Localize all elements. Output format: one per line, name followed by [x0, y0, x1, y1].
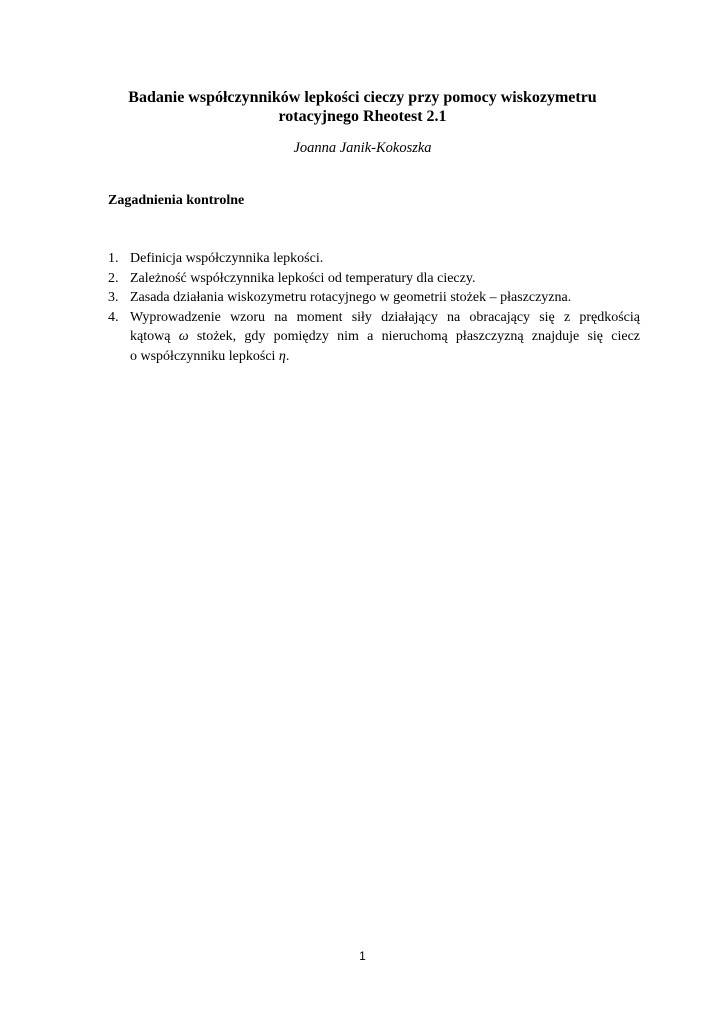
title-line-2: rotacyjnego Rheotest 2.1: [278, 108, 447, 125]
question-text: Zasada działania wiskozymetru rotacyjnego w geometrii stożek – płaszczyzna.: [130, 290, 572, 305]
question-text-line-1: Wyprowadzenie wzoru na moment siły działający na obracający się z prędkością: [130, 309, 640, 325]
question-text-fragment: stożek, gdy pomiędzy nim a nieruchomą płaszczyzną znajduje się ciecz: [196, 329, 641, 344]
omega-symbol: ω: [178, 329, 189, 344]
question-text-fragment: o współczynniku lepkości: [130, 348, 276, 364]
section-heading: Zagadnienia kontrolne: [108, 193, 245, 208]
question-item-4: [108, 308, 640, 367]
document-title: [60, 88, 665, 126]
question-text: Definicja współczynnika lepkości.: [130, 251, 324, 266]
question-number: 1.: [108, 251, 119, 266]
question-item-3: [108, 288, 640, 308]
question-text: Zależność współczynnika lepkości od temperatury dla cieczy.: [130, 270, 476, 286]
question-text-fragment: .: [285, 348, 290, 364]
question-number: 3.: [108, 290, 119, 305]
question-list: [108, 249, 640, 366]
question-item-2: [108, 269, 640, 289]
author-name: Joanna Janik-Kokoszka: [293, 140, 432, 156]
question-number: 4.: [108, 309, 119, 325]
question-item-1: [108, 249, 640, 269]
question-text-line-3: [130, 347, 640, 367]
question-number: 2.: [108, 270, 119, 286]
page-number: 1: [359, 949, 366, 963]
title-line-1: Badanie współczynników lepkości cieczy przy pomocy wiskozymetru: [128, 89, 597, 106]
eta-symbol: η: [278, 348, 286, 364]
question-text-fragment: kątową: [130, 329, 171, 344]
question-text-line-2: [130, 327, 640, 347]
